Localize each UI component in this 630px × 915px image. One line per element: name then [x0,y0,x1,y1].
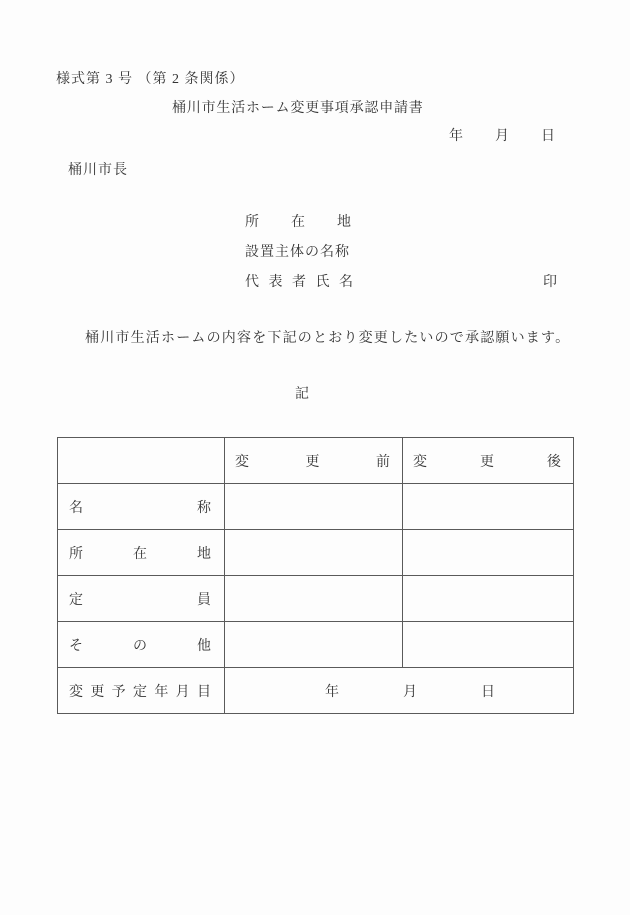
row-capacity-label-cell [58,576,225,622]
row-address-after-cell [403,530,574,576]
date-month-label: 月 [495,129,509,144]
row-other-after-cell [403,622,574,668]
row-name-label-cell [58,484,225,530]
row-other-label: そ の 他 [69,638,211,654]
addressee: 桶川市長 [68,163,128,178]
row-address-label-cell [58,530,225,576]
header-before-label: 変 更 前 [235,454,390,470]
table-row-name [58,484,574,530]
table-row-schedule [58,668,574,714]
header-empty-cell [58,438,225,484]
row-capacity-before-cell [225,576,403,622]
header-after-label: 変 更 後 [413,454,561,470]
row-capacity-label: 定 員 [69,592,211,608]
row-name-before-cell [225,484,403,530]
row-address-label: 所 在 地 [69,546,211,562]
seal-mark: 印 [543,275,557,290]
header-after-cell [403,438,574,484]
row-schedule-date-cell [225,668,574,714]
date-line [449,130,555,144]
row-other-before-cell [225,622,403,668]
table-row-other [58,622,574,668]
table-row-address [58,530,574,576]
header-before-cell [225,438,403,484]
row-schedule-label: 変 更 予 定 年 月 目 [69,684,211,700]
form-number: 様式第 3 号 （第 2 条関係） [56,72,245,87]
schedule-year-label: 年 [325,684,339,700]
applicant-address-label: 所 在 地 [245,215,351,230]
change-details-table [57,437,574,714]
table-row-capacity [58,576,574,622]
row-capacity-after-cell [403,576,574,622]
schedule-month-label: 月 [403,684,417,700]
row-name-label: 名 称 [69,500,211,516]
applicant-entity-name-label: 設置主体の名称 [245,245,350,260]
row-other-label-cell [58,622,225,668]
schedule-date-line [225,668,573,713]
table-header-row [58,438,574,484]
row-name-after-cell [403,484,574,530]
body-text: 桶川市生活ホームの内容を下記のとおり変更したいので承認願います。 [85,331,571,346]
applicant-representative-label: 代 表 者 氏 名 [245,275,353,290]
row-address-before-cell [225,530,403,576]
schedule-day-label: 日 [481,684,495,700]
date-year-label: 年 [449,129,463,144]
document-title: 桶川市生活ホーム変更事項承認申請書 [172,101,424,116]
row-schedule-label-cell [58,668,225,714]
date-day-label: 日 [541,129,555,144]
record-heading: 記 [295,387,310,402]
